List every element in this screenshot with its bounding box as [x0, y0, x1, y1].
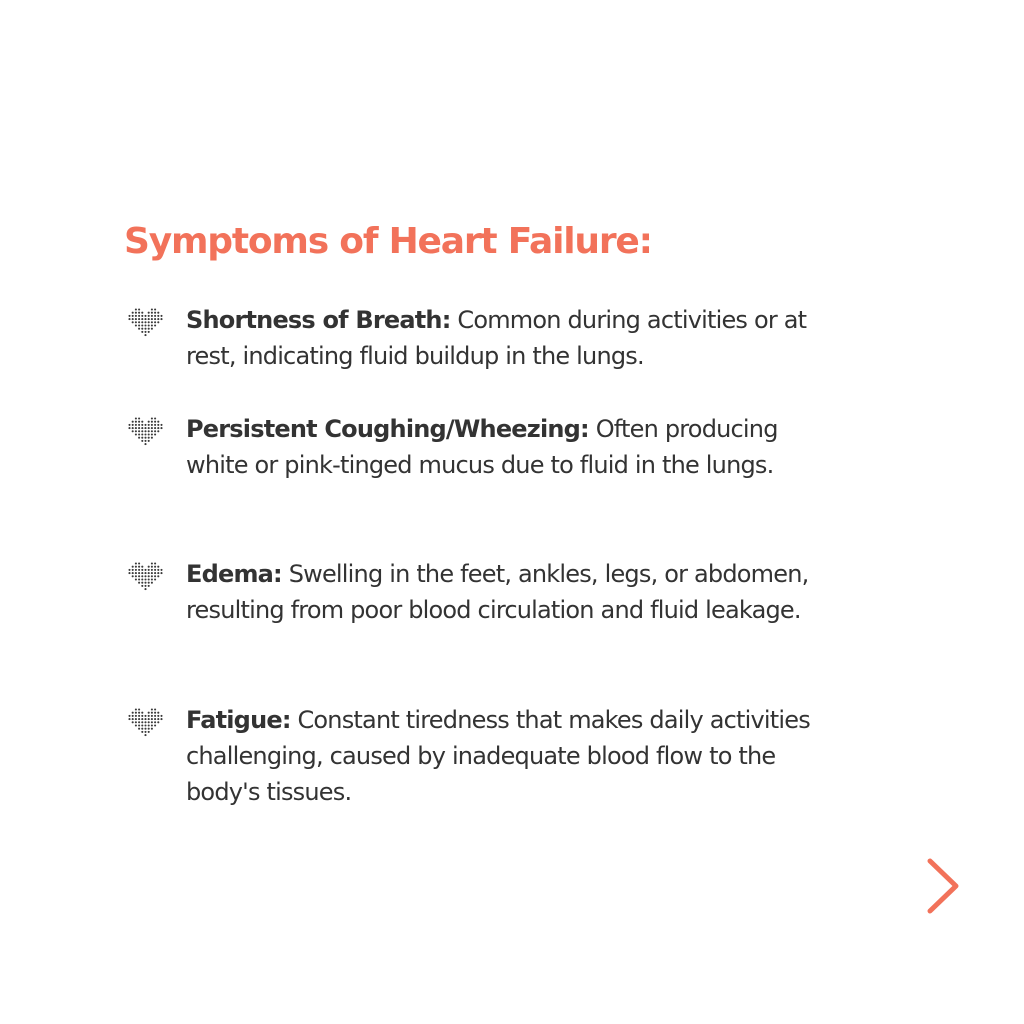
- symptom-heading: Shortness of Breath:: [186, 306, 451, 334]
- dotted-heart-icon: [128, 708, 164, 738]
- page-title: Symptoms of Heart Failure:: [124, 221, 652, 262]
- symptom-description: Common during activities or at rest, indicating fluid buildup in the lungs.: [186, 306, 807, 370]
- dotted-heart-icon: [128, 417, 164, 447]
- symptom-heading: Fatigue:: [186, 706, 291, 734]
- dotted-heart-icon: [128, 562, 164, 592]
- symptom-heading: Persistent Coughing/Wheezing:: [186, 415, 589, 443]
- symptom-heading: Edema:: [186, 560, 282, 588]
- dotted-heart-icon: [128, 308, 164, 338]
- symptom-description: Swelling in the feet, ankles, legs, or abdomen, resulting from poor blood circulation and fluid leakage.: [186, 560, 809, 624]
- symptom-text: [186, 411, 846, 483]
- symptom-description: Constant tiredness that makes daily activities challenging, caused by inadequate blood flow to the body's tissues.: [186, 706, 810, 806]
- chevron-right-icon[interactable]: [922, 855, 964, 917]
- symptom-text: [186, 302, 846, 374]
- symptom-text: [186, 556, 846, 628]
- symptom-text: [186, 702, 846, 810]
- symptom-description: Often producing white or pink-tinged mucus due to fluid in the lungs.: [186, 415, 778, 479]
